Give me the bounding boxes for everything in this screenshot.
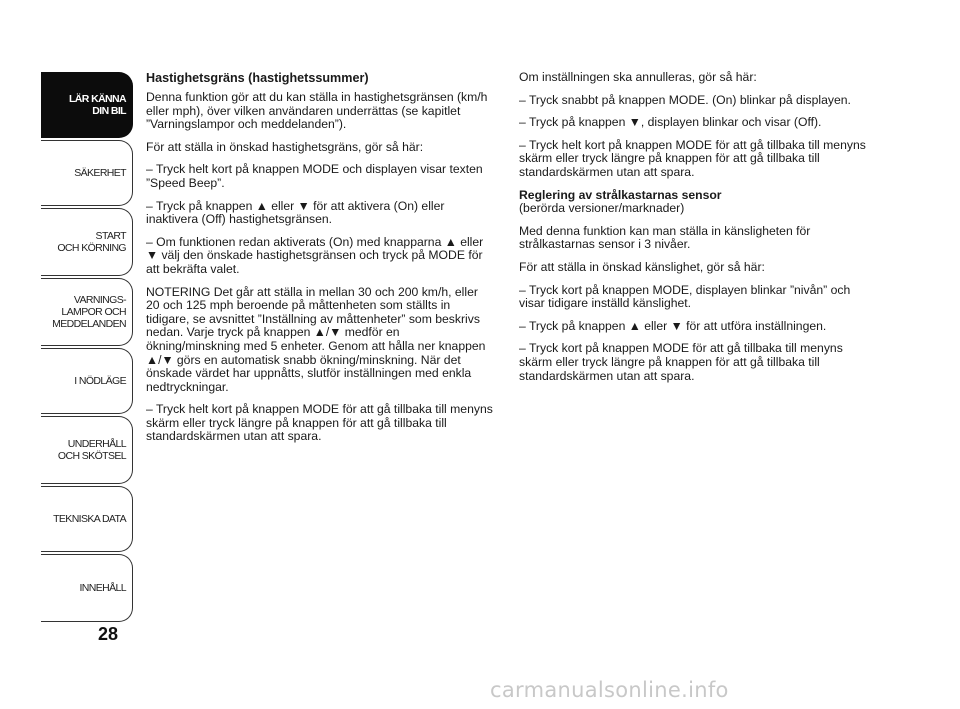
- tab-label: VARNINGS- LAMPOR OCH MEDDELANDEN: [52, 294, 126, 330]
- paragraph: – Om funktionen redan aktiverats (On) med knapparna ▲ eller ▼ välj den önskade hastighetsgränsen och tryck på MODE för att bekräfta valet.: [146, 234, 484, 276]
- tab-label: I NÖDLÄGE: [74, 375, 126, 387]
- paragraph: För att ställa in önskad hastighetsgräns, gör så här:: [146, 139, 424, 154]
- tab-i-nodlage[interactable]: [41, 348, 133, 414]
- section-heading-speed-limit: Hastighetsgräns (hastighetssummer): [146, 71, 369, 85]
- paragraph: Om inställningen ska annulleras, gör så här:: [519, 70, 757, 84]
- tab-start-och-korning[interactable]: [41, 208, 133, 276]
- section-heading-headlight-sensor: [519, 189, 869, 216]
- tab-label: START OCH KÖRNING: [57, 230, 126, 254]
- tab-underhall-och-skotsel[interactable]: [41, 416, 133, 484]
- paragraph: – Tryck på knappen ▼, displayen blinkar och visar (Off).: [519, 115, 822, 130]
- tab-label: SÄKERHET: [74, 167, 126, 179]
- paragraph: – Tryck helt kort på knappen MODE för att gå tillbaka till menyns skärm eller tryck längre på knappen för att gå tillbaka till standardskärmen utan att spara.: [146, 402, 493, 444]
- paragraph: – Tryck snabbt på knappen MODE. (On) blinkar på displayen.: [519, 92, 851, 107]
- tab-label: UNDERHÅLL OCH SKÖTSEL: [57, 438, 126, 462]
- tab-label: INNEHÅLL: [79, 582, 126, 594]
- right-column: [519, 71, 869, 392]
- note-paragraph: NOTERING Det går att ställa in mellan 30 och 200 km/h, eller 20 och 125 mph beroende på måttenheten som ställts in tidigare, se avsnittet ”Inställning av måttenheter” som beskrivs nedan. Varje tryck på knappen ▲/▼ medför en ökning/minskning med 5 enheter. Genom att hålla ner knappen ▲/▼ görs en automatisk snabb ökning/minskning. När det önskade värdet har uppnåtts, slutför inställningen med enkla nedtryckningar.: [146, 284, 486, 394]
- heading-subtext: (berörda versioner/marknader): [519, 201, 685, 216]
- page-number: 28: [98, 624, 119, 644]
- paragraph: – Tryck kort på knappen MODE, displayen blinkar ”nivån” och visar tidigare inställd känslighet.: [519, 282, 851, 311]
- paragraph: – Tryck kort på knappen MODE för att gå tillbaka till menyns skärm eller tryck längre på knappen för att gå tillbaka till standardskärmen utan att spara.: [519, 341, 843, 383]
- paragraph: – Tryck helt kort på knappen MODE för att gå tillbaka till menyns skärm eller tryck längre på knappen för att gå tillbaka till standardskärmen utan att spara.: [519, 137, 866, 179]
- paragraph: – Tryck på knappen ▲ eller ▼ för att aktivera (On) eller inaktivera (Off) hastighetsgränsen.: [146, 198, 445, 227]
- paragraph: För att ställa in önskad känslighet, gör så här:: [519, 259, 765, 274]
- tab-lar-kanna-din-bil[interactable]: [41, 72, 133, 138]
- paragraph: Denna funktion gör att du kan ställa in hastighetsgränsen (km/h eller mph), över vilken användaren underrättas (se kapitlet ”Varningslampor och meddelanden”).: [146, 90, 488, 132]
- chapter-tabs: [41, 72, 133, 624]
- watermark: carmanualsonline.info: [490, 678, 729, 702]
- heading-text: Reglering av strålkastarnas sensor: [519, 187, 722, 202]
- tab-label: LÄR KÄNNA DIN BIL: [68, 93, 126, 117]
- paragraph: – Tryck på knappen ▲ eller ▼ för att utföra inställningen.: [519, 318, 827, 333]
- left-column: [146, 71, 494, 453]
- paragraph: Med denna funktion kan man ställa in känsligheten för strålkastarnas sensor i 3 nivåer.: [519, 223, 811, 252]
- tab-sakerhet[interactable]: [41, 140, 133, 206]
- tab-label: TEKNISKA DATA: [53, 513, 126, 525]
- tab-tekniska-data[interactable]: [41, 486, 133, 552]
- paragraph: – Tryck helt kort på knappen MODE och displayen visar texten ”Speed Beep”.: [146, 162, 483, 190]
- tab-varningslampor[interactable]: [41, 278, 133, 346]
- tab-innehall[interactable]: [41, 554, 133, 622]
